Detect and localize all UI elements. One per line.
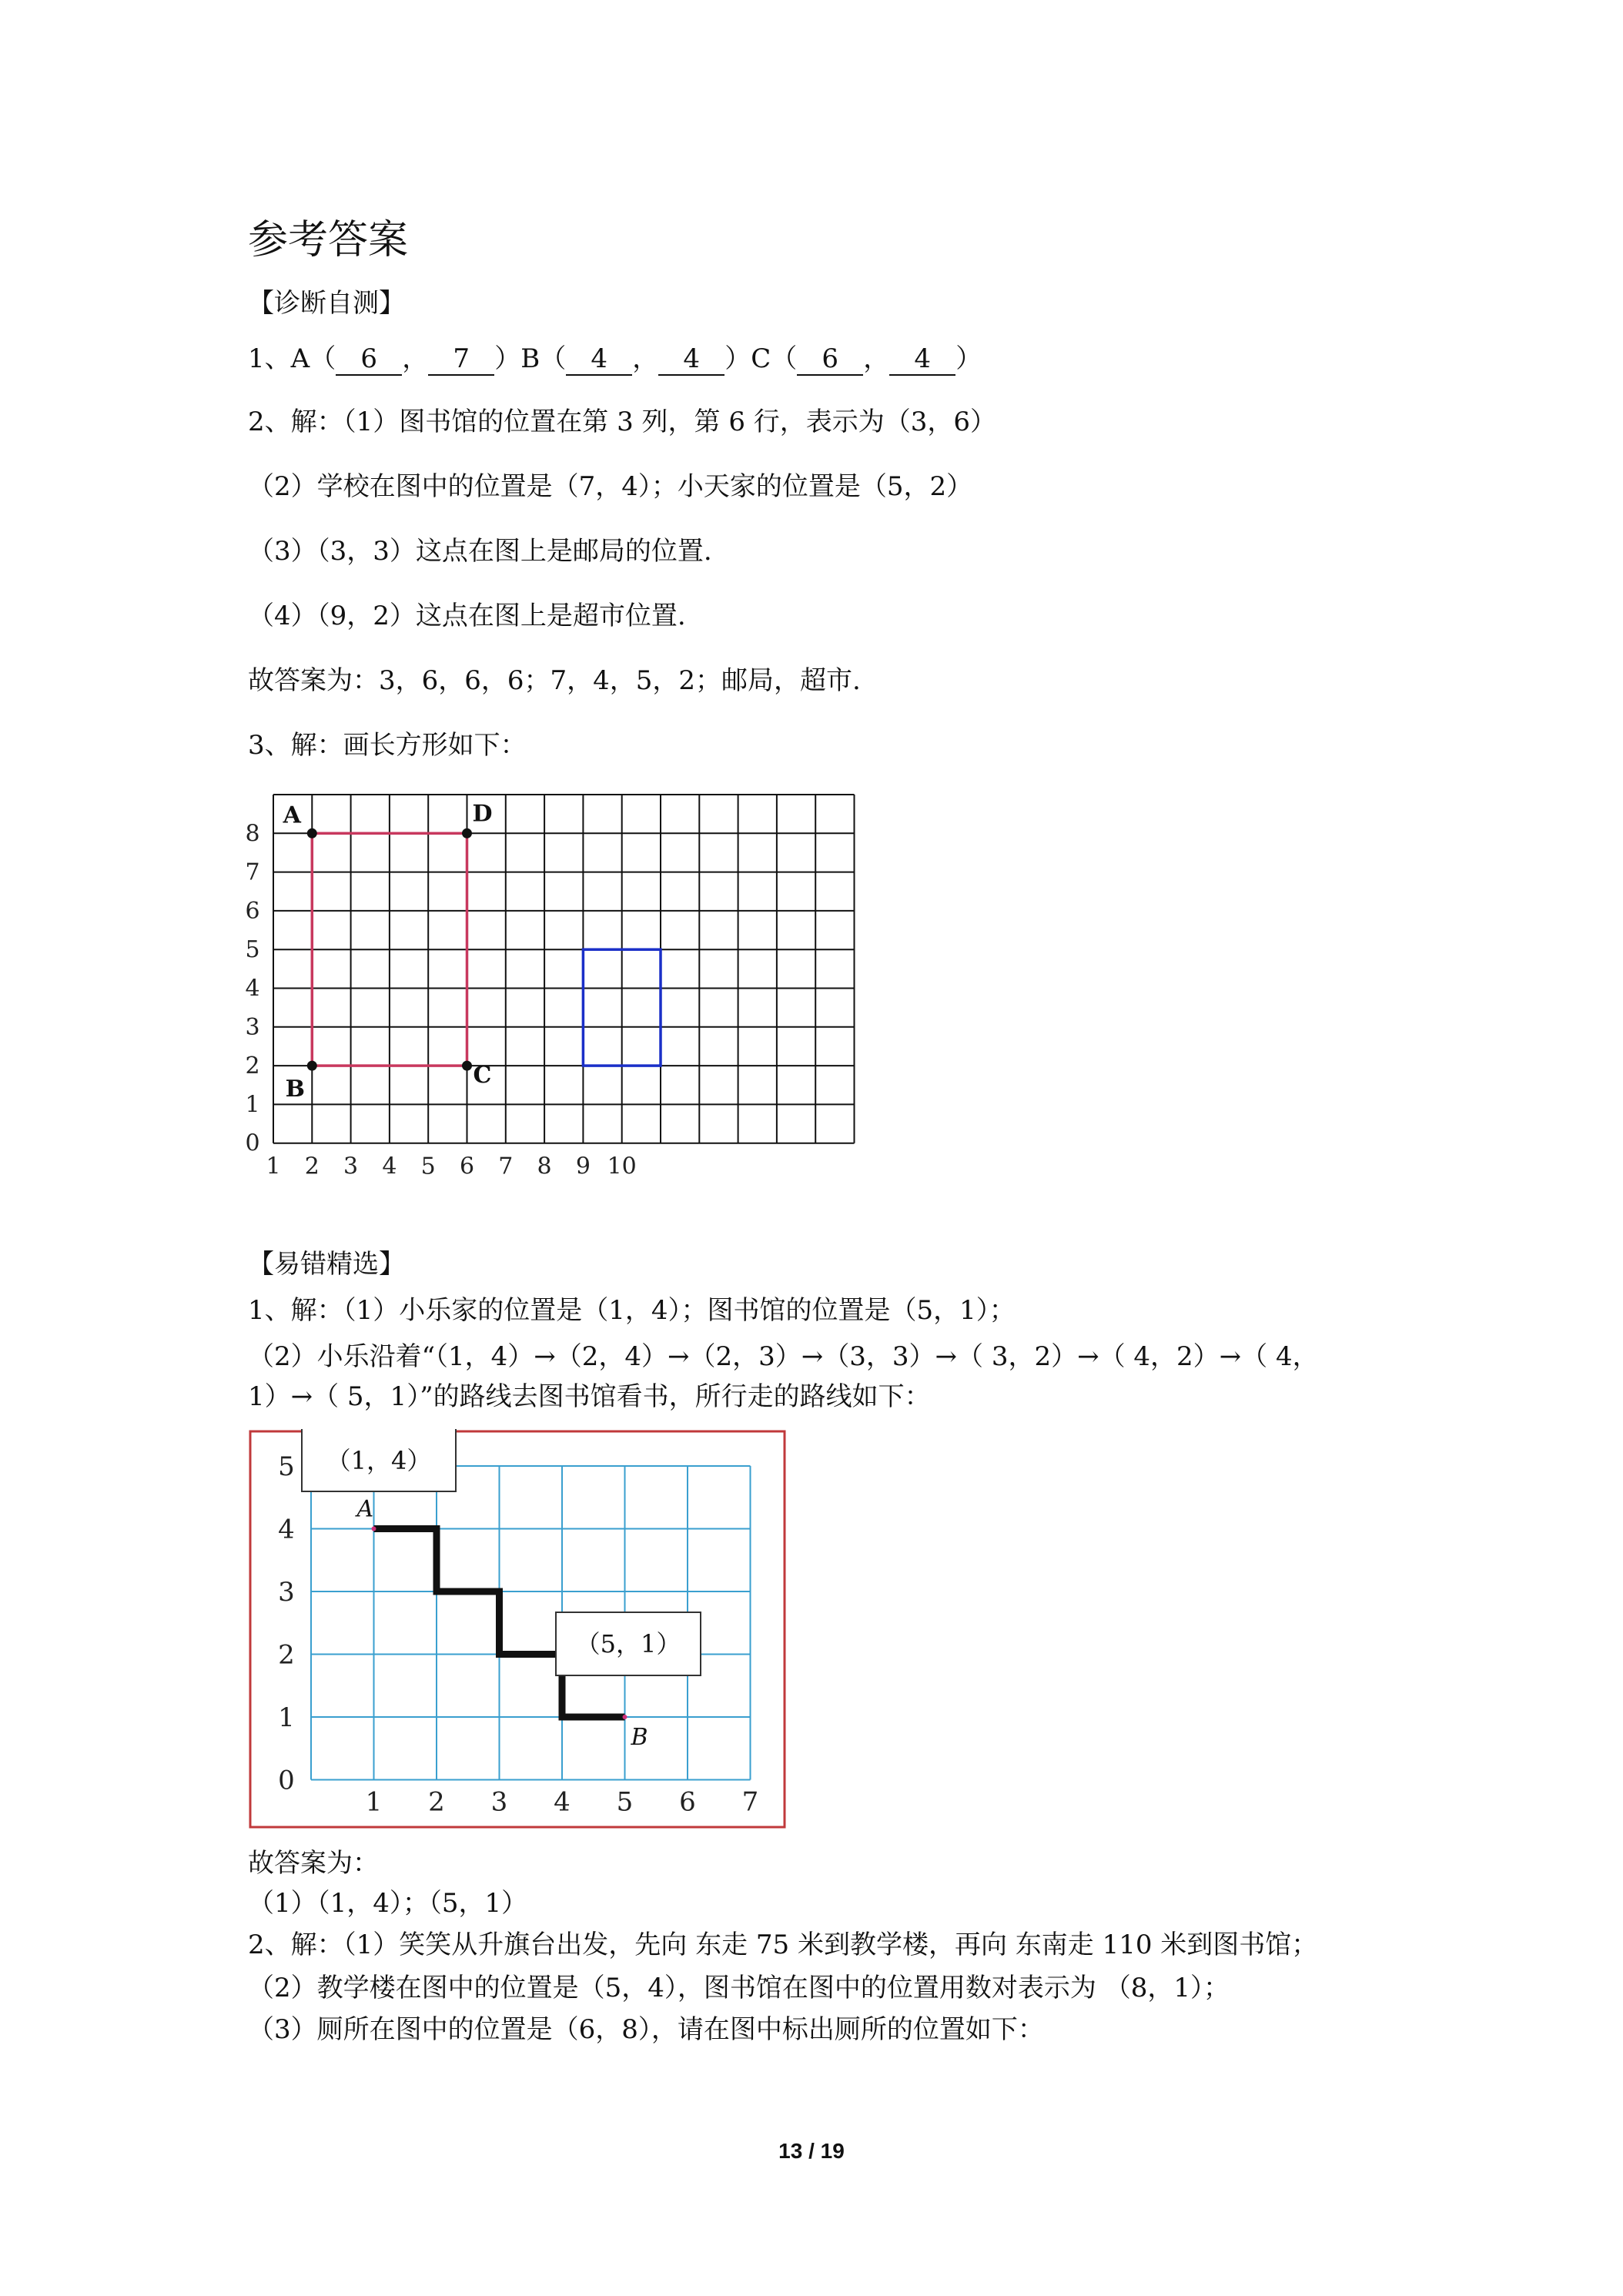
q1-c-label: C（ — [751, 343, 798, 374]
x-tick-label: 1 — [266, 1153, 281, 1180]
question-1-line — [248, 342, 982, 376]
x-tick-label: 7 — [741, 1786, 759, 1818]
q1-a-y-blank: 7 — [428, 343, 494, 376]
rectangle-grid-figure — [239, 785, 870, 1247]
q1-comma: ， — [402, 343, 429, 374]
error-1-answer: （1）（1，4）；（5，1） — [248, 1888, 528, 1919]
vertex-point — [307, 1061, 317, 1071]
vertex-label: C — [473, 1062, 492, 1089]
x-tick-label: 4 — [382, 1153, 397, 1180]
x-tick-label: 1 — [365, 1786, 383, 1818]
page-title: 参考答案 — [248, 217, 409, 263]
q1-c-x-blank: 6 — [797, 343, 863, 376]
y-tick-label: 2 — [278, 1639, 295, 1671]
point-label-a: A — [356, 1495, 374, 1523]
y-tick-label: 4 — [278, 1514, 295, 1545]
question-2-line-2: （2）学校在图中的位置是（7，4）；小天家的位置是（5，2） — [248, 471, 973, 502]
q1-prefix: 1、 — [248, 343, 291, 374]
error-2-line-1: 2、解：（1）笑笑从升旗台出发，先向 东走 75 米到教学楼，再向 东南走 110 米到图书馆； — [248, 1930, 1318, 1960]
y-tick-label: 2 — [245, 1053, 260, 1080]
start-point — [372, 1527, 376, 1531]
error-2-line-2: （2）教学楼在图中的位置是（5，4），图书馆在图中的位置用数对表示为 （8，1）； — [248, 1973, 1230, 2003]
vertex-point — [307, 828, 317, 838]
question-2-line-1: 2、解：（1）图书馆的位置在第 3 列，第 6 行，表示为（3，6） — [248, 407, 997, 437]
x-tick-label: 5 — [420, 1153, 436, 1180]
error-1-line-2: （2）小乐沿着“（1，4）→（2，4）→（2，3）→（3，3）→（ 3，2）→（ 4，2）→（ 4， — [248, 1341, 1319, 1372]
callout-text-b: （5，1） — [575, 1629, 681, 1658]
q1-b-label: B（ — [520, 343, 567, 374]
error-2-line-3: （3）厕所在图中的位置是（6，8），请在图中标出厕所的位置如下： — [248, 2014, 1044, 2045]
x-tick-label: 2 — [304, 1153, 320, 1180]
y-tick-label: 3 — [278, 1577, 295, 1608]
q1-close: ） — [724, 343, 751, 374]
y-tick-label: 0 — [245, 1130, 260, 1157]
y-tick-label: 4 — [245, 975, 260, 1002]
x-tick-label: 6 — [459, 1153, 475, 1180]
vertex-point — [462, 1061, 472, 1071]
callout-text-a: （1，4） — [326, 1446, 432, 1475]
y-tick-label: 8 — [245, 820, 260, 848]
x-tick-label: 9 — [575, 1153, 591, 1180]
section-heading-diagnostic: 【诊断自测】 — [248, 288, 405, 319]
q1-close: ） — [955, 343, 982, 374]
error-1-line-3: 1）→（ 5，1）”的路线去图书馆看书，所行走的路线如下： — [248, 1381, 931, 1412]
y-tick-label: 3 — [245, 1013, 260, 1041]
q1-comma: ， — [863, 343, 890, 374]
error-1-answer-label: 故答案为： — [248, 1848, 379, 1879]
x-tick-label: 4 — [554, 1786, 571, 1818]
x-tick-label: 3 — [343, 1153, 359, 1180]
x-tick-label: 6 — [679, 1786, 696, 1818]
q1-b-y-blank: 4 — [658, 343, 724, 376]
x-tick-label: 7 — [498, 1153, 514, 1180]
y-tick-label: 5 — [278, 1451, 295, 1482]
x-tick-label: 5 — [616, 1786, 634, 1818]
q1-close: ） — [494, 343, 521, 374]
x-tick-label: 10 — [607, 1153, 637, 1180]
q1-comma: ， — [632, 343, 659, 374]
y-tick-label: 7 — [245, 858, 260, 886]
route-grid-figure — [248, 1429, 787, 1829]
x-tick-label: 2 — [428, 1786, 445, 1818]
q1-a-label: A（ — [290, 343, 336, 374]
y-tick-label: 1 — [245, 1091, 260, 1119]
vertex-label: A — [283, 802, 301, 829]
q1-a-x-blank: 6 — [336, 343, 402, 376]
question-3-line: 3、解：画长方形如下： — [248, 730, 527, 761]
vertex-label: B — [285, 1076, 305, 1103]
y-tick-label: 5 — [245, 936, 260, 964]
q1-c-y-blank: 4 — [889, 343, 955, 376]
section-heading-error-prone: 【易错精选】 — [248, 1249, 405, 1280]
question-2-line-4: （4）（9，2）这点在图上是超市位置. — [248, 601, 686, 631]
y-tick-label: 6 — [245, 897, 260, 925]
y-tick-label: 0 — [278, 1765, 295, 1796]
vertex-label: D — [472, 800, 493, 828]
error-1-line-1: 1、解：（1）小乐家的位置是（1，4）；图书馆的位置是（5，1）； — [248, 1295, 1016, 1326]
end-point — [623, 1715, 627, 1719]
q1-b-x-blank: 4 — [566, 343, 632, 376]
vertex-point — [462, 828, 472, 838]
x-tick-label: 8 — [537, 1153, 552, 1180]
y-tick-label: 1 — [278, 1702, 295, 1733]
question-2-answer: 故答案为：3，6，6，6；7，4，5，2；邮局，超市. — [248, 665, 861, 696]
page-number: 13 / 19 — [778, 2139, 845, 2163]
x-tick-label: 3 — [490, 1786, 508, 1818]
point-label-b: B — [631, 1724, 648, 1751]
question-2-line-3: （3）（3，3）这点在图上是邮局的位置. — [248, 536, 712, 567]
